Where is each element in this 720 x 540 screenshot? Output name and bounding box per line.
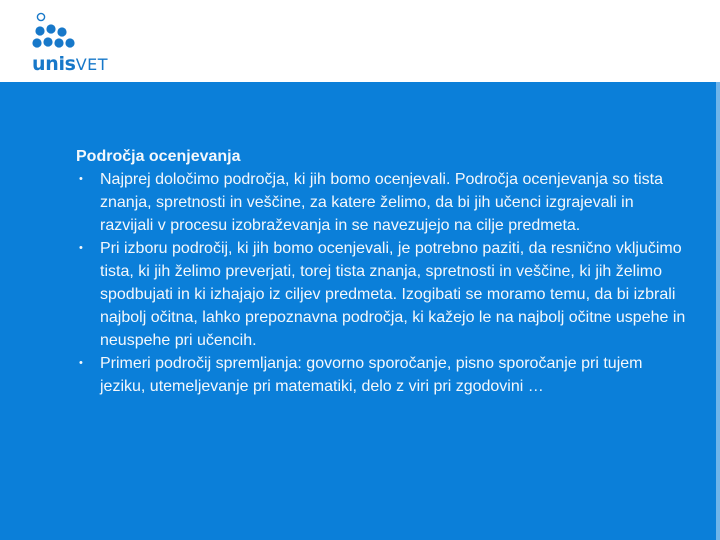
bullet-item bbox=[76, 352, 688, 398]
slide-header bbox=[0, 0, 720, 82]
logo-text-suffix: VET bbox=[75, 55, 109, 74]
unisvet-logo bbox=[28, 10, 138, 75]
slide-text-block bbox=[76, 145, 688, 398]
slide-edge-strip bbox=[716, 82, 720, 540]
bullet-text: Pri izboru področij, ki jih bomo ocenjevali, je potrebno paziti, da resnično vključimo tista, ki jih želimo preverjati, torej tista znanja, spretnosti in veščine, ki jih želimo spodbujati in ki izhajajo iz ciljev predmeta. Izogibati se moramo temu, da bi izbrali najbolj očitna, lahko prepoznavna področja, ki kažejo le na najbolj očitne uspehe in neuspehe pri učencih. bbox=[100, 240, 686, 349]
bullet-text: Najprej določimo področja, ki jih bomo ocenjevali. Področja ocenjevanja so tista znanja, spretnosti in veščine, za katere želimo, da bi jih učenci izgrajevali in razvijali v procesu izobraževanja in se navezujejo na cilje predmeta. bbox=[100, 171, 663, 234]
bullet-list bbox=[76, 168, 688, 398]
bullet-marker: • bbox=[79, 173, 83, 185]
logo-dots-icon bbox=[28, 10, 88, 52]
logo-text-main: unis bbox=[32, 53, 76, 75]
bullet-item bbox=[76, 237, 688, 352]
logo-wordmark bbox=[32, 54, 108, 75]
bullet-marker: • bbox=[79, 242, 83, 254]
bullet-text: Primeri področij spremljanja: govorno sporočanje, pisno sporočanje pri tujem jeziku, utemeljevanje pri matematiki, delo z viri pri zgodovini … bbox=[100, 355, 643, 395]
slide-heading: Področja ocenjevanja bbox=[76, 148, 241, 165]
bullet-marker: • bbox=[79, 357, 83, 369]
bullet-item bbox=[76, 168, 688, 237]
